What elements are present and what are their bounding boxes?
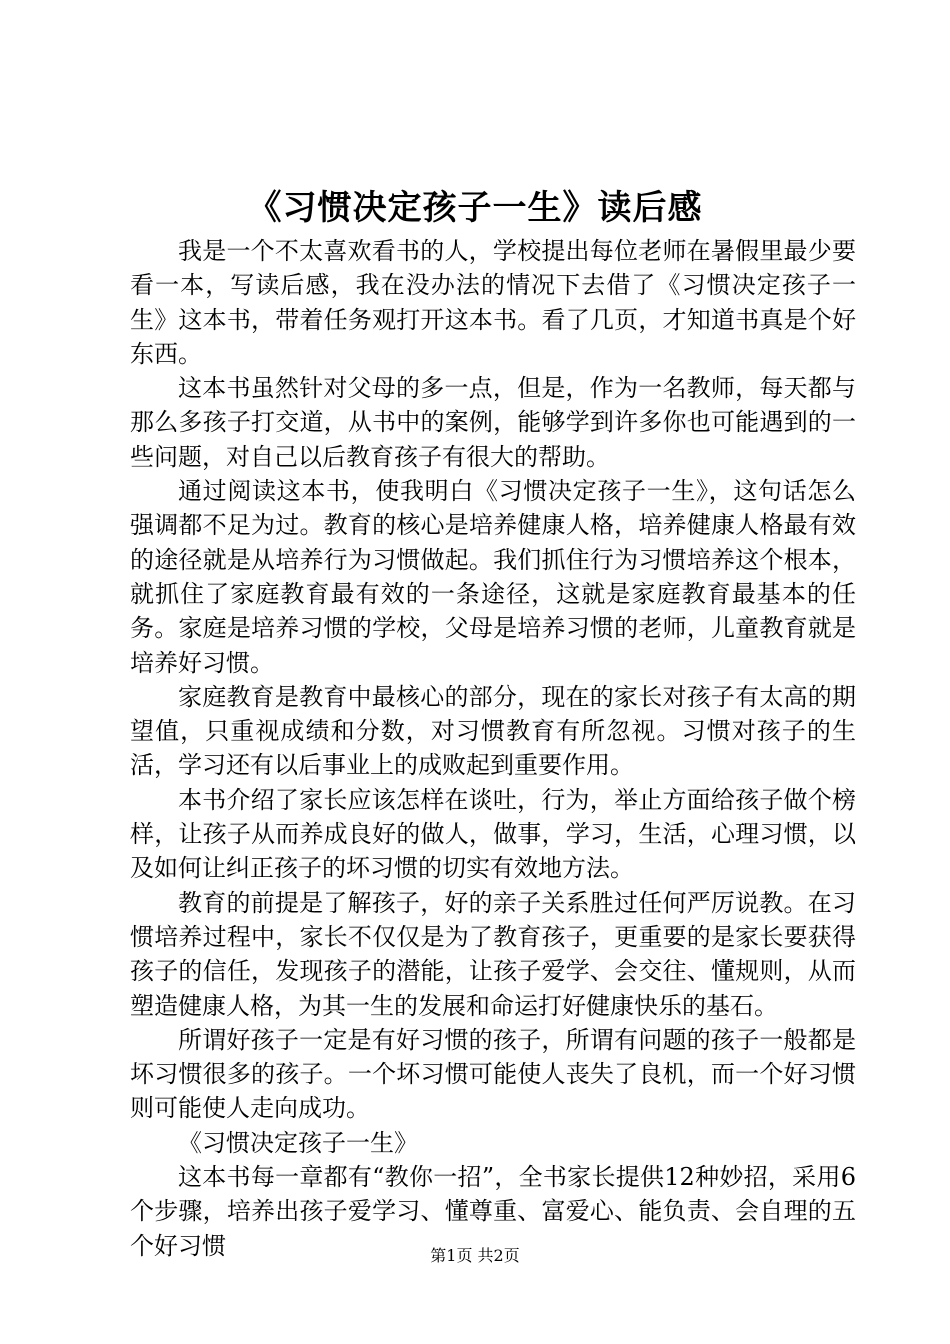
page-number: 第1页 共2页 <box>430 1246 520 1265</box>
paragraph-3: 通过阅读这本书，使我明白《习惯决定孩子一生》，这句话怎么强调都不足为过。教育的核心是培养健康人格，培养健康人格最有效的途径就是从培养行为习惯做起。我们抓住行为习惯培养这个根本，就抓住了家庭教育最有效的一条途径，这就是家庭教育最基本的任务。家庭是培养习惯的学校，父母是培养习惯的老师，儿童教育就是培养好习惯。 <box>130 477 856 677</box>
paragraph-1: 我是一个不太喜欢看书的人，学校提出每位老师在暑假里最少要看一本，写读后感，我在没办法的情况下去借了《习惯决定孩子一生》这本书，带着任务观打开这本书。看了几页，才知道书真是个好东西。 <box>130 237 856 368</box>
paragraph-8: 这本书每一章都有“教你一招”，全书家长提供12种妙招，采用6个步骤，培养出孩子爱学习、懂尊重、富爱心、能负责、会自理的五个好习惯 <box>130 1163 856 1260</box>
paragraph-5: 本书介绍了家长应该怎样在谈吐，行为，举止方面给孩子做个榜样，让孩子从而养成良好的做人，做事，学习，生活，心理习惯，以及如何让纠正孩子的坏习惯的切实有效地方法。 <box>130 785 856 883</box>
document-title: 《习惯决定孩子一生》读后感 <box>247 188 703 228</box>
book-title-line: 《习惯决定孩子一生》 <box>178 1128 418 1157</box>
paragraph-7: 所谓好孩子一定是有好习惯的孩子，所谓有问题的孩子一般都是坏习惯很多的孩子。一个坏习惯可能使人丧失了良机，而一个好习惯则可能使人走向成功。 <box>130 1025 856 1123</box>
paragraph-6: 教育的前提是了解孩子，好的亲子关系胜过任何严厉说教。在习惯培养过程中，家长不仅仅是为了教育孩子，更重要的是家长要获得孩子的信任，发现孩子的潜能，让孩子爱学、会交往、懂规则，从而塑造健康人格，为其一生的发展和命运打好健康快乐的基石。 <box>130 888 856 1020</box>
document-body <box>130 234 856 1263</box>
paragraph-2: 这本书虽然针对父母的多一点，但是，作为一名教师，每天都与那么多孩子打交道，从书中的案例，能够学到许多你也可能遇到的一些问题，对自己以后教育孩子有很大的帮助。 <box>130 374 856 471</box>
paragraph-4: 家庭教育是教育中最核心的部分，现在的家长对孩子有太高的期望值，只重视成绩和分数，对习惯教育有所忽视。习惯对孩子的生活，学习还有以后事业上的成败起到重要作用。 <box>130 682 856 780</box>
